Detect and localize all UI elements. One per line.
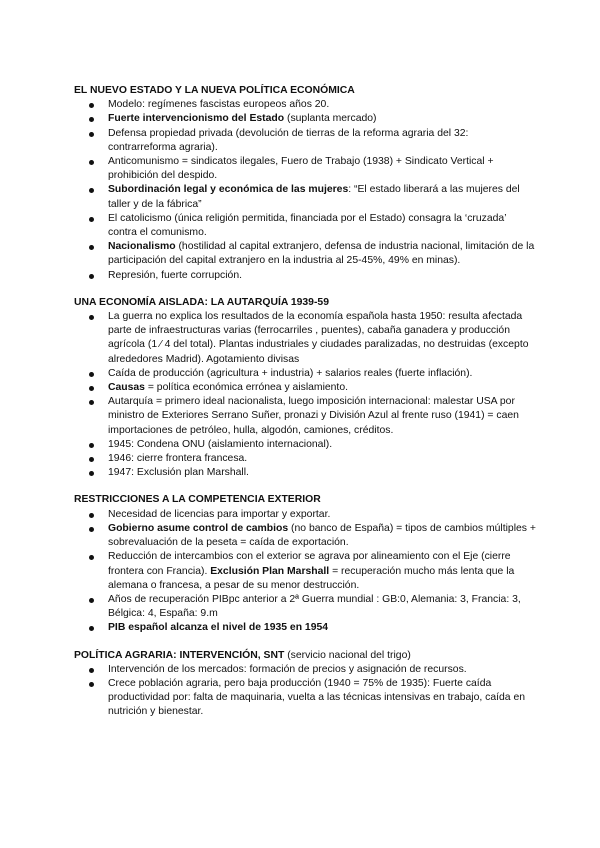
list-item: Crece población agraria, pero baja producción (1940 = 75% de 1935): Fuerte caída productividad por: falta de maquinaria, vuelta a las técnicas intensivas en trabajo, caída en nutrición y bienestar.	[74, 677, 536, 720]
list-item: 1946: cierre frontera francesa.	[74, 452, 536, 466]
list-item: Caída de producción (agricultura + industria) + salarios reales (fuerte inflación).	[74, 367, 536, 381]
list-item: 1947: Exclusión plan Marshall.	[74, 466, 536, 480]
list-item: El catolicismo (única religión permitida, financiada por el Estado) consagra la ‘cruzada’ contra el comunismo.	[74, 212, 536, 240]
bullet-list	[74, 663, 536, 720]
list-item: 1945: Condena ONU (aislamiento internacional).	[74, 438, 536, 452]
list-item: Fuerte intervencionismo del Estado (suplanta mercado)	[74, 112, 536, 126]
list-item: Subordinación legal y económica de las mujeres: “El estado liberará a las mujeres del taller y de la fábrica”	[74, 183, 536, 211]
list-item: Defensa propiedad privada (devolución de tierras de la reforma agraria del 32: contrarreforma agraria).	[74, 127, 536, 155]
list-item: Autarquía = primero ideal nacionalista, luego imposición internacional: malestar USA por ministro de Exteriores Serrano Suñer, pronazi y División Azul al frente ruso (1941) = caen importaciones de petróleo, hulla, algodón, camiones, créditos.	[74, 395, 536, 438]
list-item: Represión, fuerte corrupción.	[74, 269, 536, 283]
section-politica-agraria	[74, 649, 536, 720]
bullet-list	[74, 508, 536, 636]
section-restricciones	[74, 493, 536, 635]
list-item: Años de recuperación PIBpc anterior a 2ª Guerra mundial : GB:0, Alemania: 3, Francia: 3, Bélgica: 4, España: 9.m	[74, 593, 536, 621]
document-page	[74, 84, 536, 720]
bullet-list	[74, 310, 536, 480]
section-heading-note: (servicio nacional del trigo)	[284, 649, 411, 661]
list-item: Gobierno asume control de cambios (no banco de España) = tipos de cambios múltiples + sobrevaluación de la peseta = caída de exportación.	[74, 522, 536, 550]
section-heading: RESTRICCIONES A LA COMPETENCIA EXTERIOR	[74, 494, 321, 506]
list-item: Anticomunismo = sindicatos ilegales, Fuero de Trabajo (1938) + Sindicato Vertical + prohibición del despido.	[74, 155, 536, 183]
bullet-list	[74, 98, 536, 283]
section-nuevo-estado	[74, 84, 536, 283]
list-item: PIB español alcanza el nivel de 1935 en 1954	[74, 621, 536, 635]
list-item: Causas = política económica errónea y aislamiento.	[74, 381, 536, 395]
list-item: La guerra no explica los resultados de la economía española hasta 1950: resulta afectada parte de infraestructuras varias (ferrocarriles , puentes), cabaña ganadera y producción agrícola (1 ⁄ 4 del total). Plantas industriales y ciudades paralizadas, no destruidas (excepto alrededores Madrid). Agotamiento divisas	[74, 310, 536, 367]
list-item: Reducción de intercambios con el exterior se agrava por alineamiento con el Eje (cierre frontera con Francia). Exclusión Plan Marshall = recuperación mucho más lenta que la alemana o francesa, a pesar de su menor destrucción.	[74, 550, 536, 593]
section-autarquia	[74, 296, 536, 481]
list-item: Modelo: regímenes fascistas europeos años 20.	[74, 98, 536, 112]
list-item: Nacionalismo (hostilidad al capital extranjero, defensa de industria nacional, limitación de la participación del capital extranjero en la industria al 25-45%, 49% en minas).	[74, 240, 536, 268]
section-heading: EL NUEVO ESTADO Y LA NUEVA POLÍTICA ECONÓMICA	[74, 85, 355, 96]
section-heading: UNA ECONOMÍA AISLADA: LA AUTARQUÍA 1939-59	[74, 296, 329, 308]
list-item: Intervención de los mercados: formación de precios y asignación de recursos.	[74, 663, 536, 677]
section-heading: POLÍTICA AGRARIA: INTERVENCIÓN, SNT (servicio nacional del trigo)	[74, 649, 411, 661]
list-item: Necesidad de licencias para importar y exportar.	[74, 508, 536, 522]
